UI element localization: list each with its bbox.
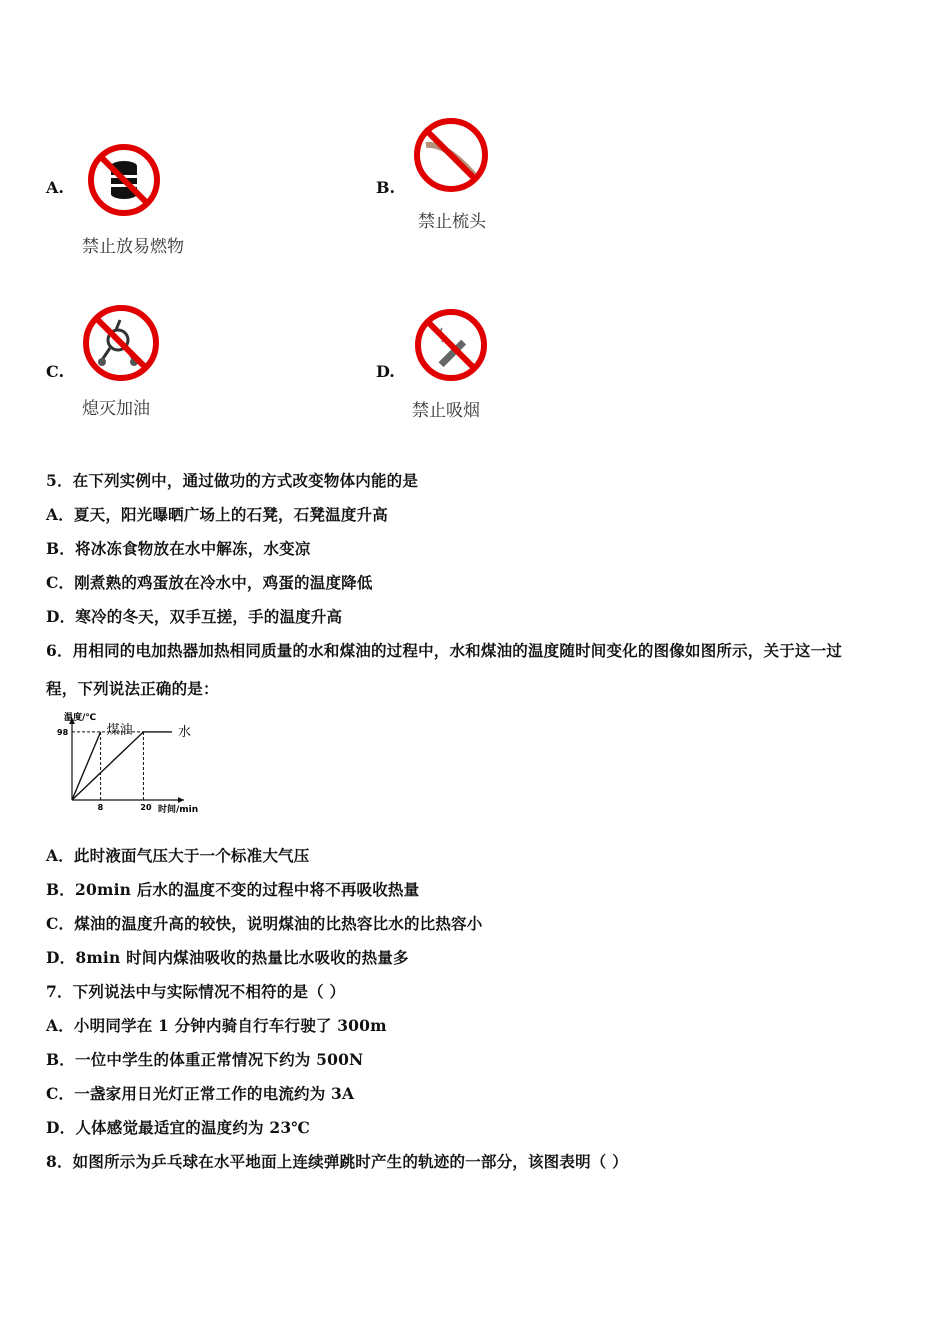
q4-option-d-caption: 禁止吸烟 — [412, 401, 480, 421]
q5-stem: 5．在下列实例中，通过做功的方式改变物体内能的是 — [46, 471, 419, 490]
series-label-water: 水 — [178, 724, 192, 740]
x-axis-label: 时间/min — [158, 805, 199, 815]
q4-option-c-letter: C. — [46, 362, 65, 381]
series-line-0 — [72, 732, 101, 800]
q6-stem-line2: 程，下列说法正确的是： — [46, 679, 219, 698]
q7-stem: 7．下列说法中与实际情况不相符的是（ ） — [46, 982, 346, 1001]
x-axis-arrow — [178, 797, 184, 803]
q7-option-b: B．一位中学生的体重正常情况下约为 500N — [46, 1050, 364, 1069]
q6-stem-line1: 6．用相同的电加热器加热相同质量的水和煤油的过程中，水和煤油的温度随时间变化的图像如图所示，关于这一过 — [46, 641, 842, 660]
no-combing-icon — [412, 115, 490, 195]
q4-option-a-caption: 禁止放易燃物 — [82, 237, 184, 257]
no-flammables-icon — [86, 142, 162, 218]
q6-option-c: C．煤油的温度升高的较快，说明煤油的比热容比水的比热容小 — [46, 914, 483, 933]
x-tick-label: 20 — [140, 803, 152, 812]
q6-option-a: A．此时液面气压大于一个标准大气压 — [46, 846, 310, 865]
no-smoking-icon — [412, 306, 490, 384]
series-label-kerosene: 煤油 — [106, 723, 133, 738]
q4-option-c-caption: 熄灭加油 — [82, 399, 150, 419]
y-axis-label: 温度/℃ — [64, 713, 97, 723]
y-tick-label: 98 — [57, 727, 69, 737]
q6-option-d: D．8min 时间内煤油吸收的热量比水吸收的热量多 — [46, 948, 409, 967]
q7-option-a: A．小明同学在 1 分钟内骑自行车行驶了 300m — [46, 1016, 387, 1035]
q6-option-b: B．20min 后水的温度不变的过程中将不再吸收热量 — [46, 880, 420, 899]
q5-option-b: B．将冰冻食物放在水中解冻，水变凉 — [46, 539, 311, 558]
q7-option-d: D．人体感觉最适宜的温度约为 23℃ — [46, 1118, 311, 1137]
x-tick-label: 8 — [97, 803, 104, 812]
temperature-time-chart — [54, 710, 199, 818]
no-refuel-icon — [80, 302, 162, 384]
q4-option-d-letter: D. — [376, 362, 395, 381]
q5-option-c: C．刚煮熟的鸡蛋放在冷水中，鸡蛋的温度降低 — [46, 573, 373, 592]
q4-option-b-caption: 禁止梳头 — [418, 212, 486, 232]
q4-option-b-letter: B. — [376, 178, 396, 197]
q5-option-a: A．夏天，阳光曝晒广场上的石凳，石凳温度升高 — [46, 505, 388, 524]
q7-option-c: C．一盏家用日光灯正常工作的电流约为 3A — [46, 1084, 355, 1103]
q5-option-d: D．寒冷的冬天，双手互搓，手的温度升高 — [46, 607, 343, 626]
q8-stem: 8．如图所示为乒乓球在水平地面上连续弹跳时产生的轨迹的一部分，该图表明（ ） — [46, 1152, 628, 1171]
q4-option-a-letter: A. — [46, 178, 64, 197]
